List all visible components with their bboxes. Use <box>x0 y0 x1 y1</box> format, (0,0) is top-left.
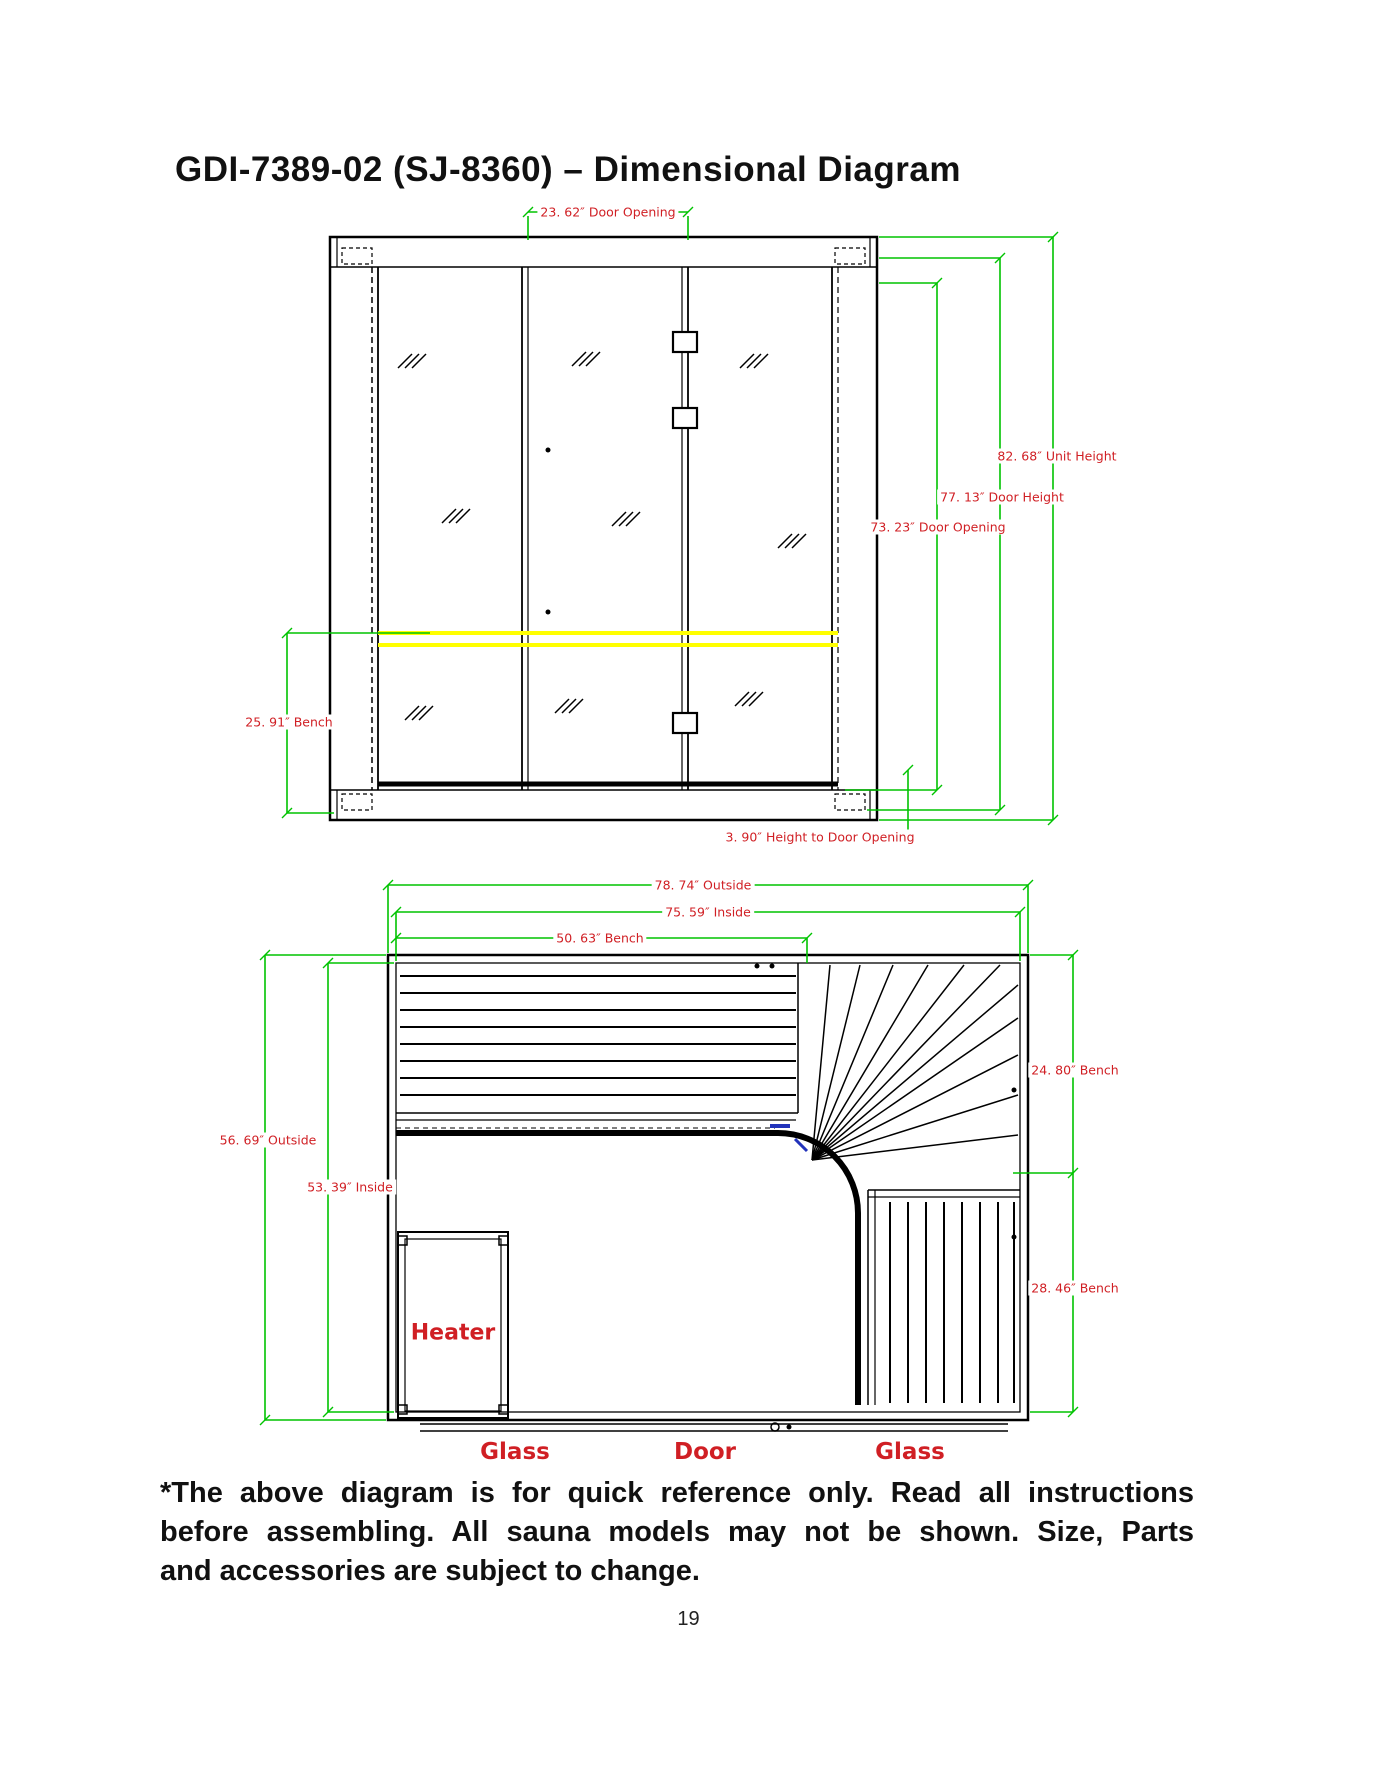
bench-highlight-lines <box>378 633 838 645</box>
front-door-label: Door <box>673 1439 737 1465</box>
dim-bench-depth-lower: 28. 46″ Bench <box>1028 1281 1121 1296</box>
heater-label: Heater <box>410 1320 496 1346</box>
page-number: 19 <box>677 1608 700 1630</box>
front-glass-right-label: Glass <box>875 1439 945 1465</box>
dim-height-to-door-opening: 3. 90″ Height to Door Opening <box>722 830 917 845</box>
side-bench-slats <box>890 1202 1014 1403</box>
dimension-lines <box>260 207 1078 1425</box>
plan-view-drawing <box>388 955 1028 1431</box>
dim-outside-depth: 56. 69″ Outside <box>217 1133 320 1148</box>
footnote-line-2: before assembling. All sauna models may not be shown. Size, Parts <box>160 1516 1194 1548</box>
page-title: GDI-7389-02 (SJ-8360) – Dimensional Diagram <box>175 150 961 189</box>
front-glass-left-label: Glass <box>480 1439 550 1465</box>
dim-outside-width: 78. 74″ Outside <box>652 878 755 893</box>
dim-bench-height: 25. 91″ Bench <box>242 715 335 730</box>
dim-door-height: 77. 13″ Door Height <box>937 490 1067 505</box>
glass-hatch-marks <box>398 352 806 720</box>
interior-wall-curve <box>396 1133 858 1405</box>
dim-inside-depth: 53. 39″ Inside <box>304 1180 396 1195</box>
footnote-line-3: and accessories are subject to change. <box>160 1555 700 1587</box>
dim-bench-width: 50. 63″ Bench <box>553 931 646 946</box>
door-hinges <box>673 332 697 733</box>
dim-door-opening-height: 73. 23″ Door Opening <box>867 520 1008 535</box>
dim-door-opening-width: 23. 62″ Door Opening <box>537 205 678 220</box>
long-bench-slats <box>400 976 796 1095</box>
footnote-line-1: *The above diagram is for quick reference only. Read all instructions <box>160 1477 1194 1509</box>
dim-inside-width: 75. 59″ Inside <box>662 905 754 920</box>
corner-bench-fan-slats <box>812 965 1018 1160</box>
front-elevation-drawing <box>330 237 877 820</box>
dim-bench-depth-upper: 24. 80″ Bench <box>1028 1063 1121 1078</box>
dim-unit-height: 82. 68″ Unit Height <box>994 449 1119 464</box>
footnote <box>160 1474 1194 1591</box>
